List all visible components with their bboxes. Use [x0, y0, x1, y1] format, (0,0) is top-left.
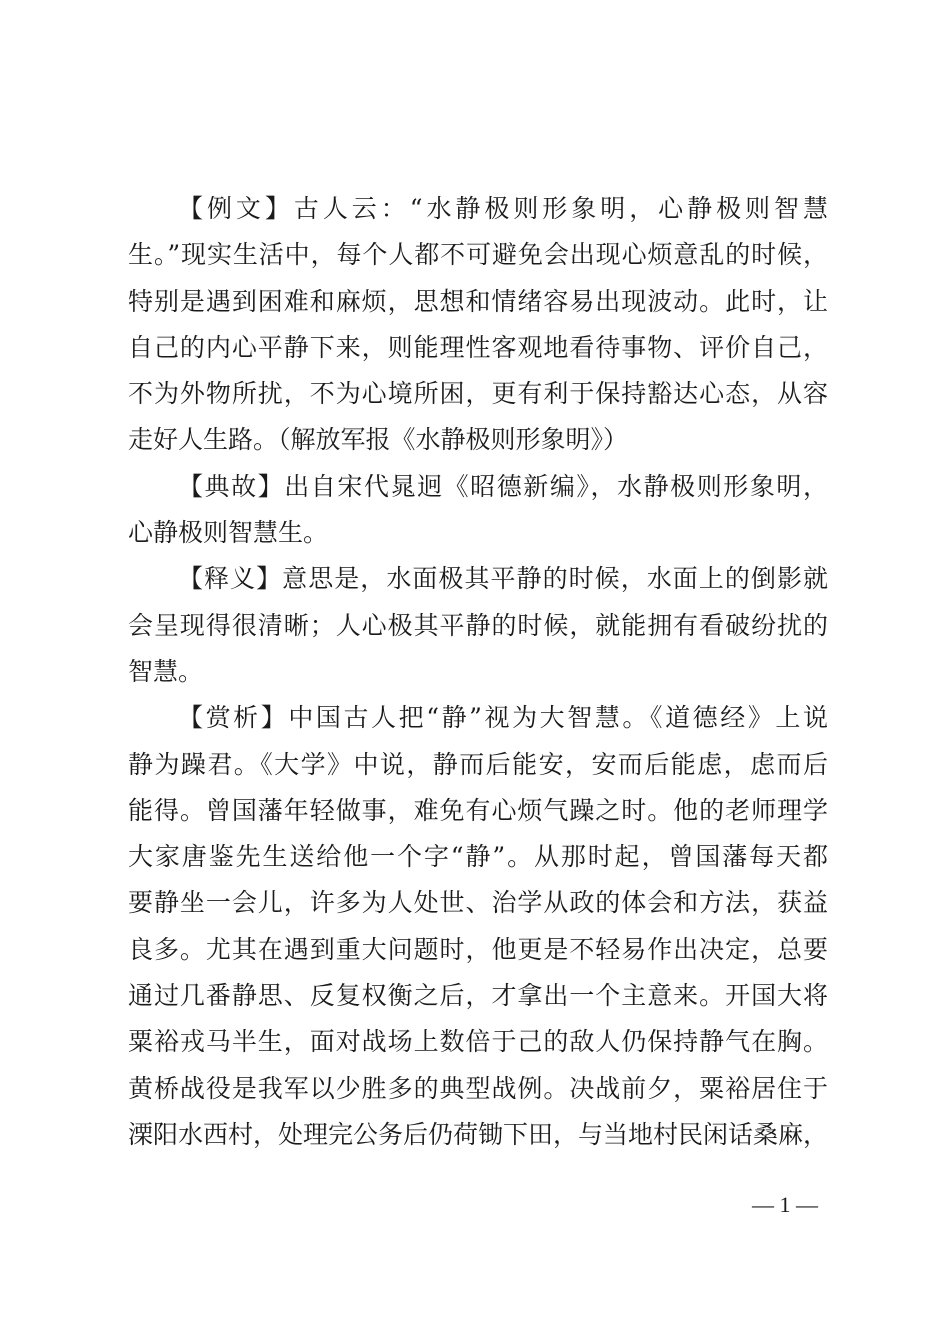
text-line: 粟裕戎马半生，面对战场上数倍于己的敌人仍保持静气在胸。: [128, 1027, 828, 1057]
text-line: 黄桥战役是我军以少胜多的典型战例。决战前夕，粟裕居住于: [128, 1073, 828, 1103]
text-line: 心静极则智慧生。: [128, 518, 329, 548]
paragraph-source: [128, 464, 828, 557]
paragraph-appreciation: [128, 695, 828, 1158]
text-line: 通过几番静思、反复权衡之后，才拿出一个主意来。开国大将: [128, 981, 828, 1011]
text-line: 【赏析】中国古人把“静”视为大智慧。《道德经》上说: [178, 703, 828, 733]
text-line: 会呈现得很清晰；人心极其平静的时候，就能拥有看破纷扰的: [128, 610, 828, 640]
text-line: 【释义】意思是，水面极其平静的时候，水面上的倒影就: [178, 564, 828, 594]
text-line: 自己的内心平静下来，则能理性客观地看待事物、评价自己，: [128, 332, 828, 362]
text-line: 【例文】古人云：“水静极则形象明，心静极则智慧: [178, 194, 828, 223]
text-line: 特别是遇到困难和麻烦，思想和情绪容易出现波动。此时，让: [128, 286, 828, 316]
text-line: 大家唐鉴先生送给他一个字“静”。从那时起，曾国藩每天都: [128, 842, 828, 872]
paragraph-meaning: [128, 556, 828, 695]
text-line: 不为外物所扰，不为心境所困，更有利于保持豁达心态，从容: [128, 379, 828, 409]
text-line: 溧阳水西村，处理完公务后仍荷锄下田，与当地村民闲话桑麻，: [128, 1119, 828, 1149]
text-line: 智慧。: [128, 656, 204, 686]
text-line: 能得。曾国藩年轻做事，难免有心烦气躁之时。他的老师理学: [128, 795, 828, 825]
paragraph-example: [128, 186, 828, 464]
text-line: 【典故】出自宋代晁迥《昭德新编》，水静极则形象明，: [178, 471, 828, 501]
text-line: 要静坐一会儿，许多为人处世、治学从政的体会和方法，获益: [128, 888, 828, 918]
text-line: 良多。尤其在遇到重大问题时，他更是不轻易作出决定，总要: [128, 934, 828, 964]
body-text: [128, 186, 828, 1158]
text-line: 静为躁君。《大学》中说，静而后能安，安而后能虑，虑而后: [128, 749, 828, 779]
text-line: 走好人生路。（解放军报《水静极则形象明》）: [128, 425, 629, 455]
text-line: 生。”现实生活中，每个人都不可避免会出现心烦意乱的时候，: [128, 240, 828, 270]
page-number: — 1 —: [752, 1192, 818, 1217]
